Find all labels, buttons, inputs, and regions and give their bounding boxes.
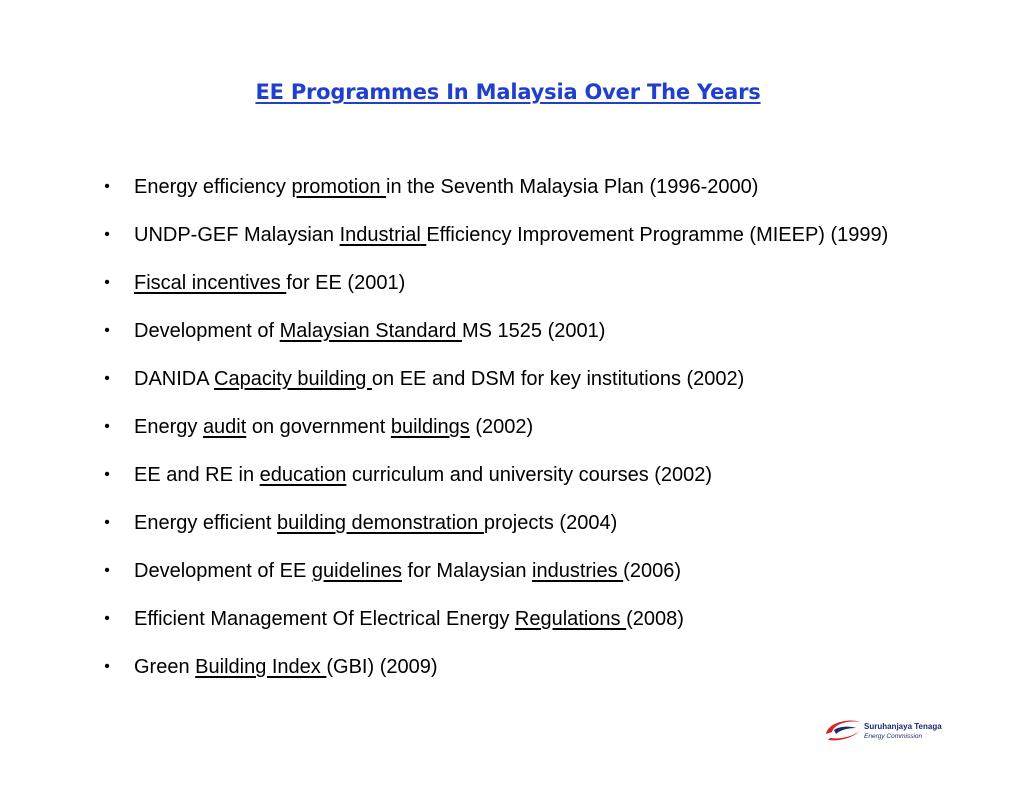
energy-commission-logo <box>816 712 970 746</box>
list-item-text <box>134 556 681 586</box>
text-segment: on government <box>246 416 391 438</box>
underlined-term: Building Index <box>195 656 327 678</box>
text-segment: Energy efficient <box>134 512 278 534</box>
list-item-text <box>134 508 617 538</box>
text-segment: UNDP-GEF Malaysian <box>134 224 340 246</box>
list-item <box>100 412 980 460</box>
underlined-term: buildings <box>390 416 470 438</box>
list-item <box>100 460 980 508</box>
text-segment: (2006) <box>623 560 681 582</box>
underlined-term: industries <box>532 560 624 582</box>
list-item <box>100 364 980 412</box>
text-segment: Efficiency Improvement Programme (MIEEP) (1999) <box>426 224 889 246</box>
list-item-text <box>134 316 605 346</box>
list-item-text <box>134 460 712 490</box>
text-segment: (2008) <box>626 608 684 630</box>
underlined-term: building demonstration <box>277 512 484 534</box>
underlined-term: education <box>259 464 347 486</box>
list-item-text <box>134 412 533 442</box>
bullet-icon: • <box>104 226 110 243</box>
bullet-icon: • <box>104 658 110 675</box>
underlined-term: Malaysian Standard <box>279 320 462 342</box>
swoosh-icon <box>820 714 866 744</box>
bullet-icon: • <box>104 370 110 387</box>
underlined-term: Capacity building <box>214 368 372 390</box>
programme-list <box>100 172 980 700</box>
list-item <box>100 556 980 604</box>
bullet-icon: • <box>104 610 110 627</box>
bullet-icon: • <box>104 514 110 531</box>
list-item <box>100 508 980 556</box>
logo-subtitle: Energy Commission <box>864 733 923 740</box>
list-item-text <box>134 604 684 634</box>
list-item-text <box>134 364 744 394</box>
text-segment: DANIDA <box>134 368 215 390</box>
bullet-icon: • <box>104 322 110 339</box>
text-segment: (GBI) (2009) <box>326 656 438 678</box>
list-item <box>100 268 980 316</box>
logo-name: Suruhanjaya Tenaga <box>864 722 942 731</box>
underlined-term: Industrial <box>339 224 427 246</box>
text-segment: projects (2004) <box>483 512 618 534</box>
page-title: EE Programmes In Malaysia Over The Years <box>255 80 761 104</box>
text-segment: Development of <box>134 320 280 342</box>
underlined-term: promotion <box>291 176 386 198</box>
text-segment: in the Seventh Malaysia Plan (1996-2000) <box>386 176 759 198</box>
text-segment: Development of EE <box>134 560 312 582</box>
list-item-text <box>134 172 758 202</box>
text-segment: Energy <box>134 416 203 438</box>
bullet-icon: • <box>104 274 110 291</box>
list-item <box>100 172 980 220</box>
underlined-term: Fiscal incentives <box>134 272 287 294</box>
bullet-icon: • <box>104 178 110 195</box>
list-item <box>100 652 980 700</box>
list-item-text <box>134 268 405 298</box>
underlined-term: Regulations <box>514 608 627 630</box>
text-segment: EE and RE in <box>134 464 260 486</box>
bullet-icon: • <box>104 466 110 483</box>
list-item <box>100 316 980 364</box>
text-segment: (2002) <box>469 416 534 438</box>
text-segment: Green <box>134 656 196 678</box>
text-segment: Efficient Management Of Electrical Energy <box>134 608 515 630</box>
underlined-term: audit <box>202 416 247 438</box>
list-item-text <box>134 220 888 250</box>
list-item-text <box>134 652 438 682</box>
text-segment: MS 1525 (2001) <box>461 320 606 342</box>
list-item <box>100 604 980 652</box>
text-segment: for EE (2001) <box>286 272 406 294</box>
bullet-icon: • <box>104 418 110 435</box>
bullet-icon: • <box>104 562 110 579</box>
text-segment: on EE and DSM for key institutions (2002) <box>371 368 745 390</box>
text-segment: for Malaysian <box>401 560 533 582</box>
text-segment: Energy efficiency <box>134 176 292 198</box>
list-item <box>100 220 980 268</box>
underlined-term: guidelines <box>311 560 402 582</box>
text-segment: curriculum and university courses (2002) <box>346 464 713 486</box>
